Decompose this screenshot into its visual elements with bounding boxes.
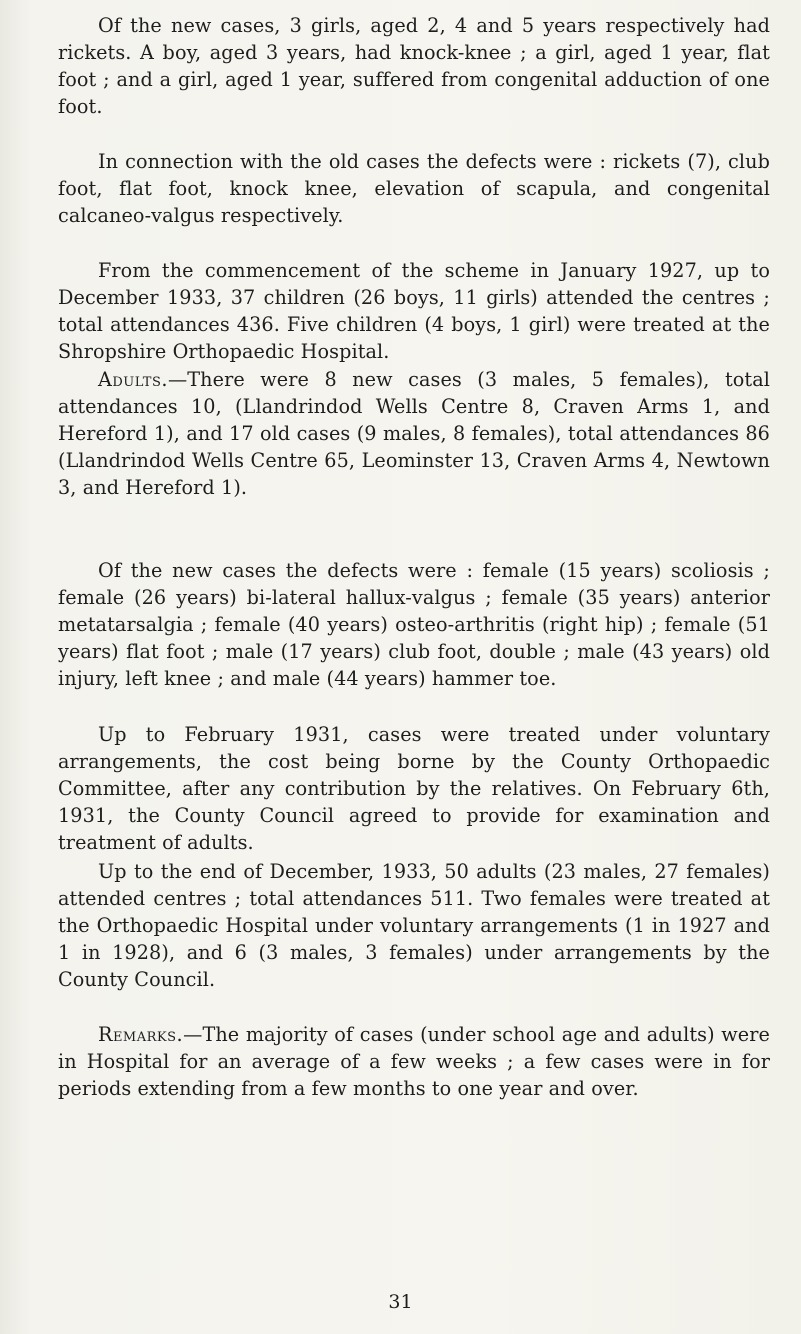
remarks-text: —The majority of cases (under school age and adults) were in Hospital for an average of a few weeks ; a few cases were in for periods extending from a few months to one year and over. [58, 1023, 770, 1100]
adults-text: —There were 8 new cases (3 males, 5 females), total attendances 10, (Llandrindod Wells Centre 8, Craven Arms 1, and Hereford 1), and 17 old cases (9 males, 8 females), total attendances 86 (Llandrindod Wells Centre 65, Leominster 13, Craven Arms 4, Newtown 3, and Hereford 1). [58, 368, 770, 499]
remarks-heading: Remarks. [98, 1023, 184, 1046]
paragraph-old-cases-defects: In connection with the old cases the defects were : rickets (7), club foot, flat foot, knock knee, elevation of scapula, and congenital calcaneo-valgus respectively. [58, 150, 770, 227]
paragraph-adults [58, 366, 770, 501]
paragraph-new-cases-children: Of the new cases, 3 girls, aged 2, 4 and 5 years respectively had rickets. A boy, aged 3 years, had knock-knee ; a girl, aged 1 year, flat foot ; and a girl, aged 1 year, suffered from congenital adduction of one foot. [58, 14, 770, 118]
paragraph-voluntary-arrangements: Up to February 1931, cases were treated under voluntary arrangements, the cost being borne by the County Orthopaedic Committee, after any contribution by the relatives. On February 6th, 1931, the County Council agreed to provide for examination and treatment of adults. [58, 723, 770, 854]
adults-heading: Adults. [98, 368, 168, 391]
paragraph-adult-attendance-summary: Up to the end of December, 1933, 50 adults (23 males, 27 females) attended centres ; total attendances 511. Two females were treated at the Orthopaedic Hospital under voluntary arrangements (1 in 1927 and 1 in 1928), and 6 (3 males, 3 females) under arrangements by the County Council. [58, 860, 770, 991]
paragraph-remarks [58, 1021, 770, 1102]
page-number: 31 [388, 1291, 413, 1313]
paragraph-scheme-summary-children: From the commencement of the scheme in January 1927, up to December 1933, 37 children (26 boys, 11 girls) attended the centres ; total attendances 436. Five children (4 boys, 1 girl) were treated at the Shropshire Orthopaedic Hospital. [58, 259, 770, 363]
paragraph-adult-new-cases-defects: Of the new cases the defects were : female (15 years) scoliosis ; female (26 years) bi-lateral hallux-valgus ; female (35 years) anterior metatarsalgia ; female (40 years) osteo-arthritis (right hip) ; female (51 years) flat foot ; male (17 years) club foot, double ; male (43 years) old injury, left knee ; and male (44 years) hammer toe. [58, 559, 770, 690]
